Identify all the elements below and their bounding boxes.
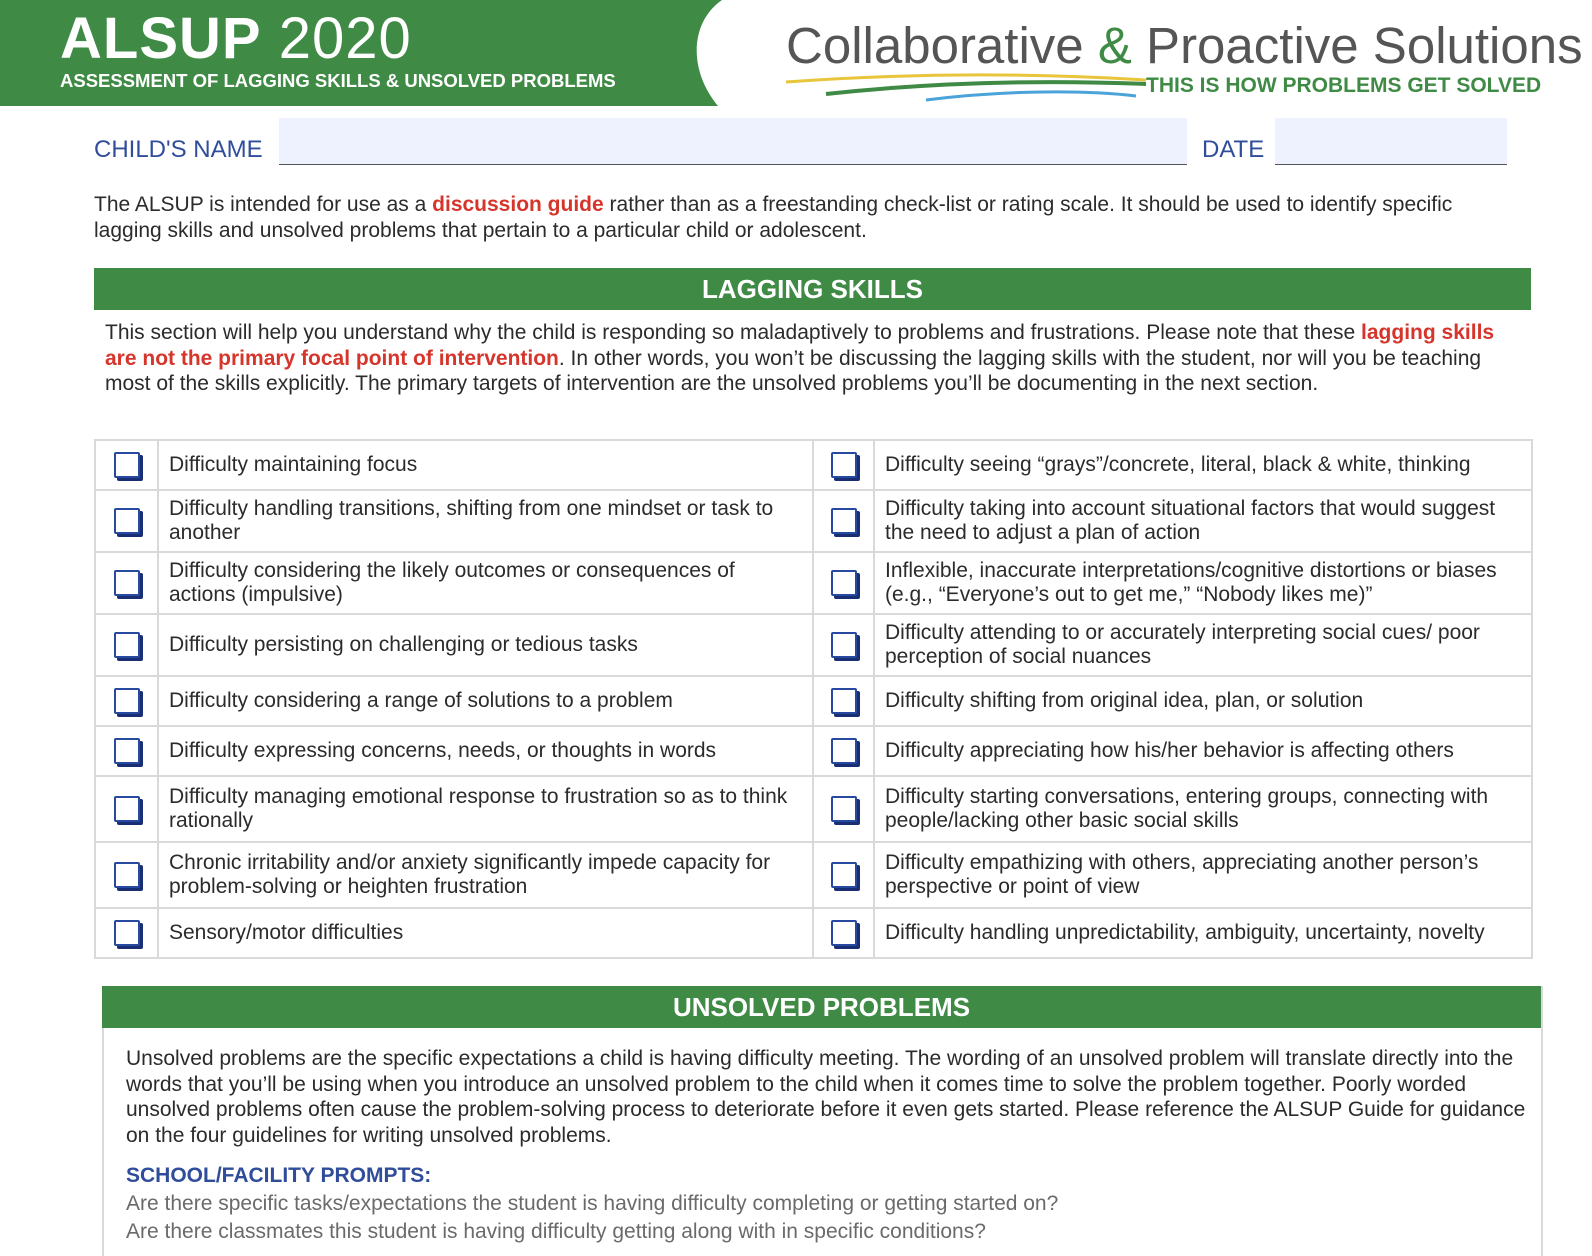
lagging-skills-description: This section will help you understand why the child is responding so maladaptively to problems and frustrations. Please note that these lagging skills are not the primary focal point of intervention. In other words, you won’t be discussing the lagging skills with the student, nor will you be teaching most of the skills explicitly. The primary targets of intervention are the unsolved problems you’ll be documenting in the next section. <box>105 321 1495 395</box>
skill-label: Difficulty persisting on challenging or tedious tasks <box>158 614 813 676</box>
logo-swoosh <box>786 70 1146 104</box>
lagging-skills-table <box>94 439 1533 959</box>
table-row <box>95 726 1532 776</box>
skill-label: Sensory/motor difficulties <box>158 908 813 958</box>
checkbox-icon[interactable] <box>831 508 857 534</box>
checkbox-icon[interactable] <box>114 738 140 764</box>
page-subtitle: ASSESSMENT OF LAGGING SKILLS & UNSOLVED PROBLEMS <box>60 70 616 91</box>
table-row <box>95 842 1532 908</box>
checkbox-icon[interactable] <box>831 632 857 658</box>
checkbox-icon[interactable] <box>114 632 140 658</box>
checkbox-icon[interactable] <box>114 452 140 478</box>
lagging-skills-header: LAGGING SKILLS <box>94 268 1531 310</box>
checkbox-icon[interactable] <box>831 796 857 822</box>
child-name-field[interactable] <box>279 118 1187 165</box>
skill-label: Difficulty handling transitions, shifting from one mindset or task to another <box>158 490 813 552</box>
intro-paragraph: The ALSUP is intended for use as a discussion guide rather than as a freestanding check-list or rating scale. It should be used to identify specific lagging skills and unsolved problems that pertain to a particular child or adolescent. <box>94 193 1453 242</box>
skill-label: Difficulty appreciating how his/her behavior is affecting others <box>874 726 1532 776</box>
checkbox-icon[interactable] <box>114 796 140 822</box>
table-row <box>95 440 1532 490</box>
checkbox-icon[interactable] <box>114 570 140 596</box>
prompt-item: Are there specific tasks/expectations the student is having difficulty completing or getting started on? <box>126 1192 1059 1215</box>
checkbox-icon[interactable] <box>114 862 140 888</box>
checkbox-icon[interactable] <box>831 452 857 478</box>
unsolved-problems-description: Unsolved problems are the specific expectations a child is having difficulty meeting. The wording of an unsolved problem will translate directly into the words that you’ll be using when you introduce an unsolved problem to the child when it comes time to solve the problem together. Poorly worded unsolved problems often cause the problem-solving process to deteriorate before it even gets started. Please reference the ALSUP Guide for guidance on the four guidelines for writing unsolved problems. <box>126 1047 1526 1147</box>
brand-logo: Collaborative & Proactive Solutions <box>786 17 1583 74</box>
table-row <box>95 908 1532 958</box>
table-row <box>95 552 1532 614</box>
skill-label: Difficulty expressing concerns, needs, or thoughts in words <box>158 726 813 776</box>
prompt-item: Are there classmates this student is having difficulty getting along with in specific conditions? <box>126 1220 986 1243</box>
table-row <box>95 490 1532 552</box>
discussion-guide-highlight: discussion guide <box>432 193 604 216</box>
skill-label: Chronic irritability and/or anxiety significantly impede capacity for problem-solving or heighten frustration <box>158 842 813 908</box>
table-row <box>95 776 1532 842</box>
table-row <box>95 676 1532 726</box>
checkbox-icon[interactable] <box>114 688 140 714</box>
checkbox-icon[interactable] <box>831 688 857 714</box>
skill-label: Difficulty considering the likely outcomes or consequences of actions (impulsive) <box>158 552 813 614</box>
page-title: ALSUP 2020 <box>60 6 412 71</box>
date-label: DATE <box>1202 136 1265 163</box>
skill-label: Difficulty considering a range of solutions to a problem <box>158 676 813 726</box>
skill-label: Difficulty managing emotional response to frustration so as to think rationally <box>158 776 813 842</box>
checkbox-icon[interactable] <box>831 862 857 888</box>
brand-tagline: THIS IS HOW PROBLEMS GET SOLVED <box>1146 74 1542 97</box>
skill-label: Difficulty shifting from original idea, plan, or solution <box>874 676 1532 726</box>
skill-label: Difficulty maintaining focus <box>158 440 813 490</box>
checkbox-icon[interactable] <box>831 920 857 946</box>
skill-label: Difficulty taking into account situational factors that would suggest the need to adjust a plan of action <box>874 490 1532 552</box>
skill-label: Difficulty starting conversations, entering groups, connecting with people/lacking other basic social skills <box>874 776 1532 842</box>
school-prompts-heading: SCHOOL/FACILITY PROMPTS: <box>126 1164 432 1187</box>
unsolved-problems-header: UNSOLVED PROBLEMS <box>102 986 1541 1028</box>
skill-label: Difficulty seeing “grays”/concrete, literal, black & white, thinking <box>874 440 1532 490</box>
checkbox-icon[interactable] <box>114 508 140 534</box>
skill-label: Inflexible, inaccurate interpretations/cognitive distortions or biases (e.g., “Everyone’s out to get me,” “Nobody likes me)” <box>874 552 1532 614</box>
table-row <box>95 614 1532 676</box>
skill-label: Difficulty empathizing with others, appreciating another person’s perspective or point of view <box>874 842 1532 908</box>
checkbox-icon[interactable] <box>831 738 857 764</box>
checkbox-icon[interactable] <box>114 920 140 946</box>
date-field[interactable] <box>1275 118 1507 165</box>
checkbox-icon[interactable] <box>831 570 857 596</box>
skill-label: Difficulty handling unpredictability, ambiguity, uncertainty, novelty <box>874 908 1532 958</box>
skill-label: Difficulty attending to or accurately interpreting social cues/ poor perception of social nuances <box>874 614 1532 676</box>
child-name-label: CHILD'S NAME <box>94 136 263 163</box>
